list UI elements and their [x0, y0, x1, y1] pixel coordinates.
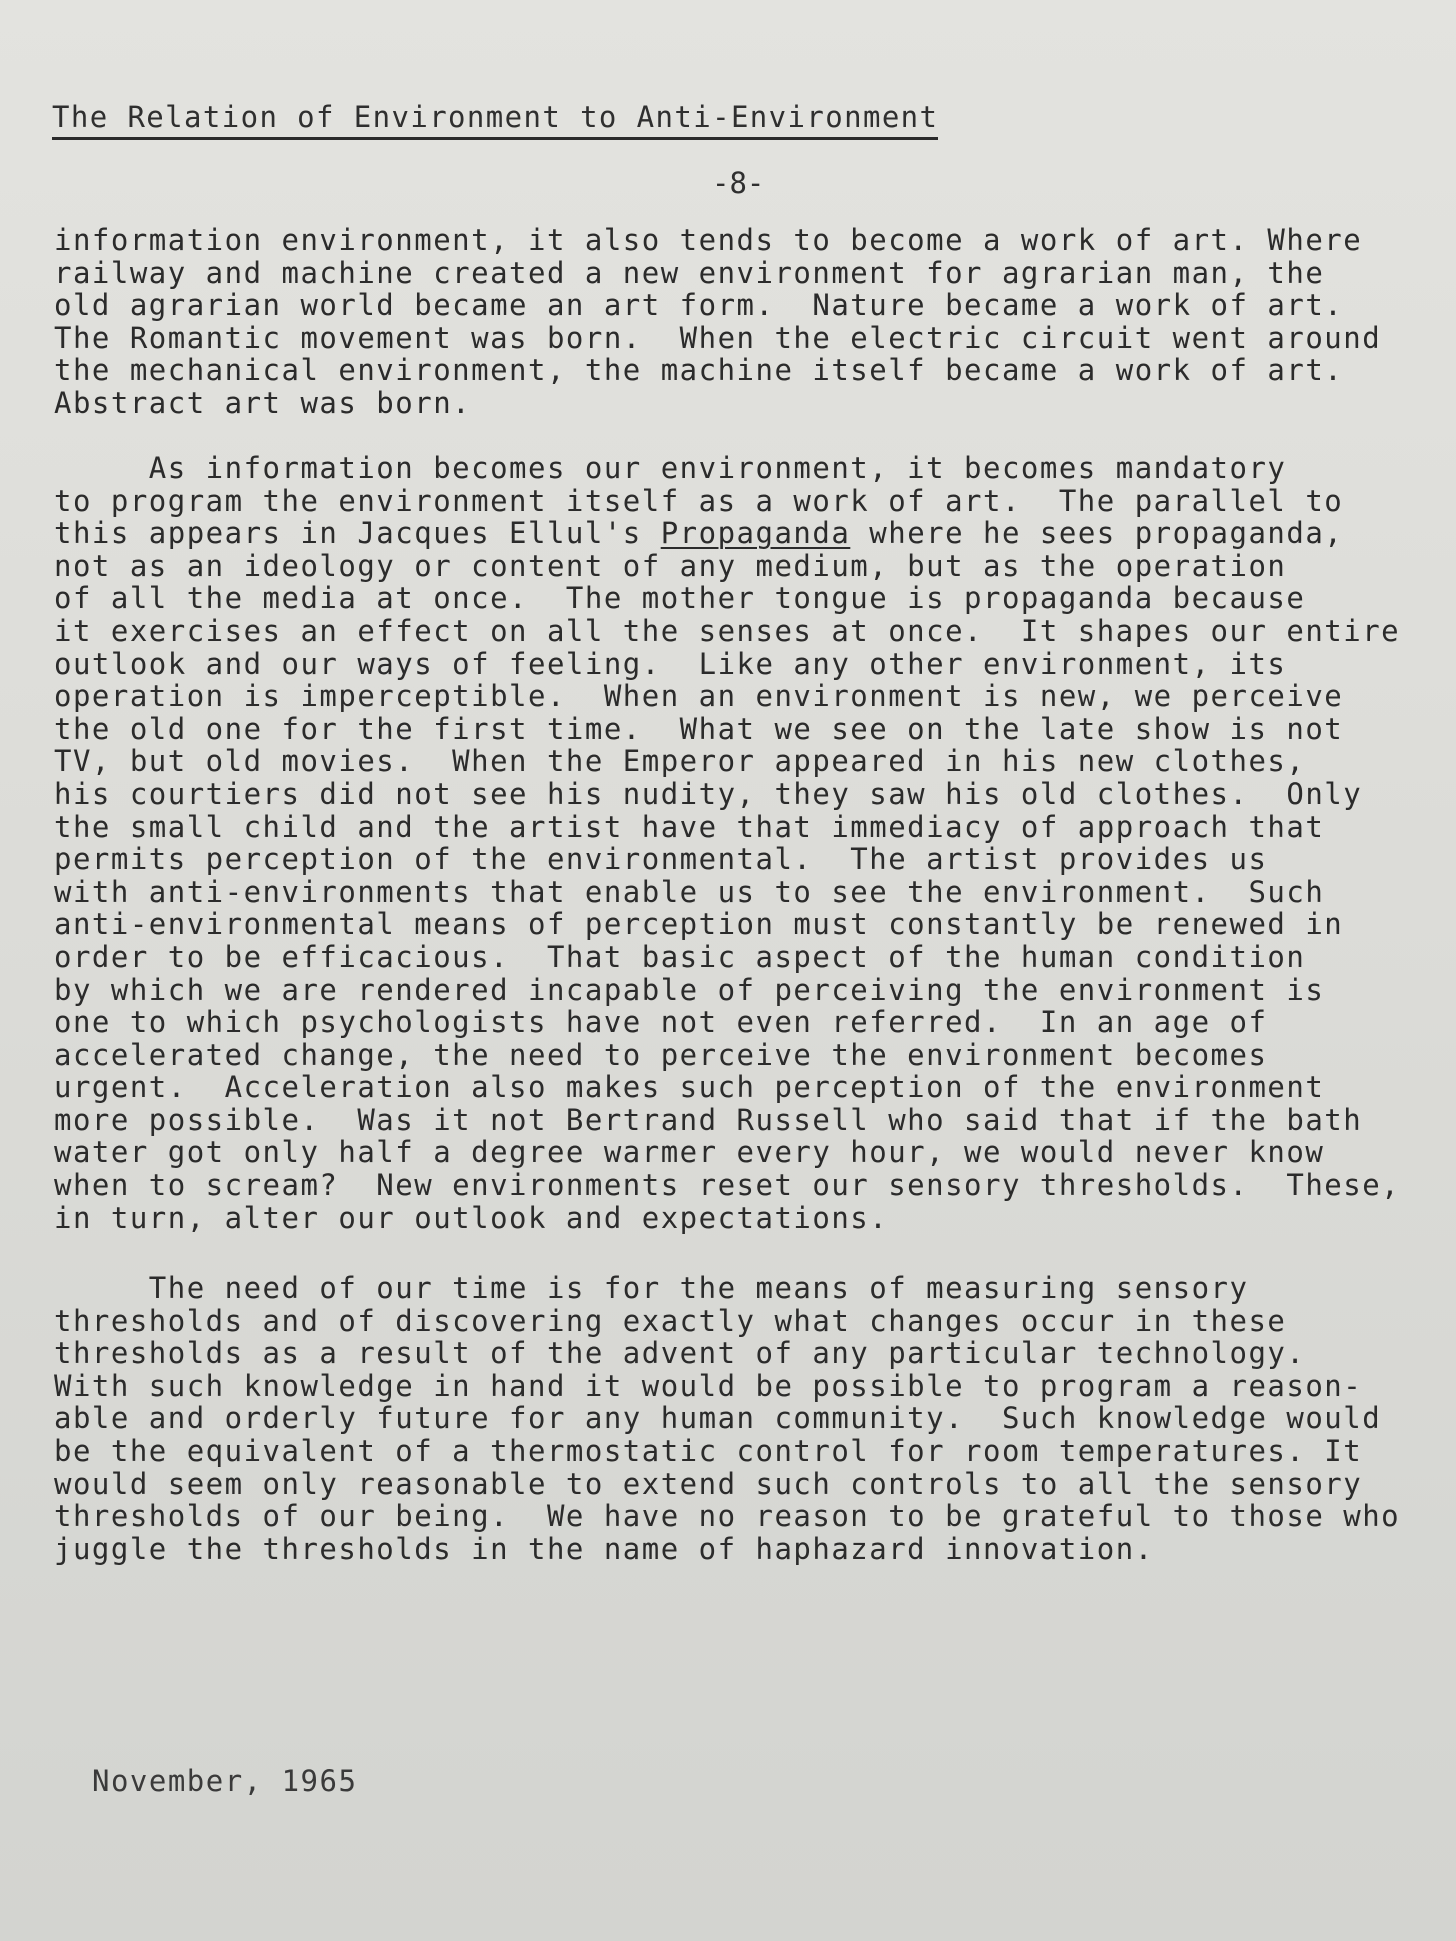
text-line: the mechanical environment, the machine itself became a work of art. [54, 353, 1344, 388]
underlined-book-title: Propaganda [660, 516, 851, 551]
text-line: the old one for the first time. What we see on the late show is not [54, 711, 1344, 746]
text-segment: this appears in Jacques Ellul's [54, 516, 661, 551]
paragraph-1 [54, 224, 1444, 420]
text-line: accelerated change, the need to perceive the environment becomes [54, 1037, 1268, 1072]
text-line: it exercises an effect on all the senses at once. It shapes our entire [54, 613, 1401, 648]
text-line: one to which psychologists have not even referred. In an age of [54, 1005, 1268, 1040]
text-line: urgent. Acceleration also makes such perception of the environment [54, 1070, 1325, 1105]
text-line: railway and machine created a new environment for agrarian man, the [54, 255, 1325, 290]
document-date: November, 1965 [92, 1764, 358, 1798]
text-line: more possible. Was it not Bertrand Russell who said that if the bath [54, 1102, 1363, 1137]
text-line: his courtiers did not see his nudity, they saw his old clothes. Only [54, 776, 1363, 811]
text-line: to program the environment itself as a work of art. The parallel to [54, 483, 1344, 518]
page-number: -8- [712, 166, 765, 200]
text-line: order to be efficacious. That basic aspect of the human condition [54, 939, 1306, 974]
paragraph-3 [54, 1272, 1444, 1565]
document-title: The Relation of Environment to Anti-Environment [52, 100, 938, 140]
text-line: TV, but old movies. When the Emperor appeared in his new clothes, [54, 744, 1306, 779]
text-line: water got only half a degree warmer every hour, we would never know [54, 1135, 1325, 1170]
text-segment: where he sees propaganda, [850, 516, 1344, 551]
text-line: operation is imperceptible. When an environment is new, we perceive [54, 679, 1344, 714]
text-line: of all the media at once. The mother tongue is propaganda because [54, 581, 1306, 616]
text-line: with anti-environments that enable us to see the environment. Such [54, 874, 1325, 909]
text-line: not as an ideology or content of any medium, but as the operation [54, 548, 1287, 583]
text-line: The need of our time is for the means of measuring sensory [54, 1271, 1249, 1305]
text-line: As information becomes our environment, it becomes mandatory [54, 451, 1287, 485]
text-line: the small child and the artist have that immediacy of approach that [54, 809, 1325, 844]
text-line: able and orderly future for any human community. Such knowledge would [54, 1401, 1382, 1436]
text-line: by which we are rendered incapable of perceiving the environment is [54, 972, 1325, 1007]
text-line [54, 517, 1444, 550]
text-line: With such knowledge in hand it would be possible to program a reason- [54, 1368, 1363, 1403]
text-line: thresholds as a result of the advent of any particular technology. [54, 1336, 1306, 1371]
text-line: be the equivalent of a thermostatic control for room temperatures. It [54, 1433, 1363, 1468]
paragraph-2 [54, 452, 1444, 1234]
text-line: permits perception of the environmental. The artist provides us [54, 842, 1268, 877]
text-line: anti-environmental means of perception must constantly be renewed in [54, 907, 1344, 942]
text-line: Abstract art was born. [54, 385, 472, 420]
text-line: thresholds of our being. We have no reason to be grateful to those who [54, 1499, 1401, 1534]
text-line: outlook and our ways of feeling. Like any other environment, its [54, 646, 1287, 681]
text-line: old agrarian world became an art form. Nature became a work of art. [54, 288, 1344, 323]
text-line: would seem only reasonable to extend such controls to all the sensory [54, 1466, 1363, 1501]
text-line: in turn, alter our outlook and expectations. [54, 1200, 889, 1235]
text-line: thresholds and of discovering exactly what changes occur in these [54, 1303, 1287, 1338]
text-line: information environment, it also tends to become a work of art. Where [54, 223, 1363, 257]
text-line: juggle the thresholds in the name of haphazard innovation. [54, 1531, 1154, 1566]
text-line: The Romantic movement was born. When the electric circuit went around [54, 320, 1382, 355]
text-line: when to scream? New environments reset our sensory thresholds. These, [54, 1168, 1401, 1203]
